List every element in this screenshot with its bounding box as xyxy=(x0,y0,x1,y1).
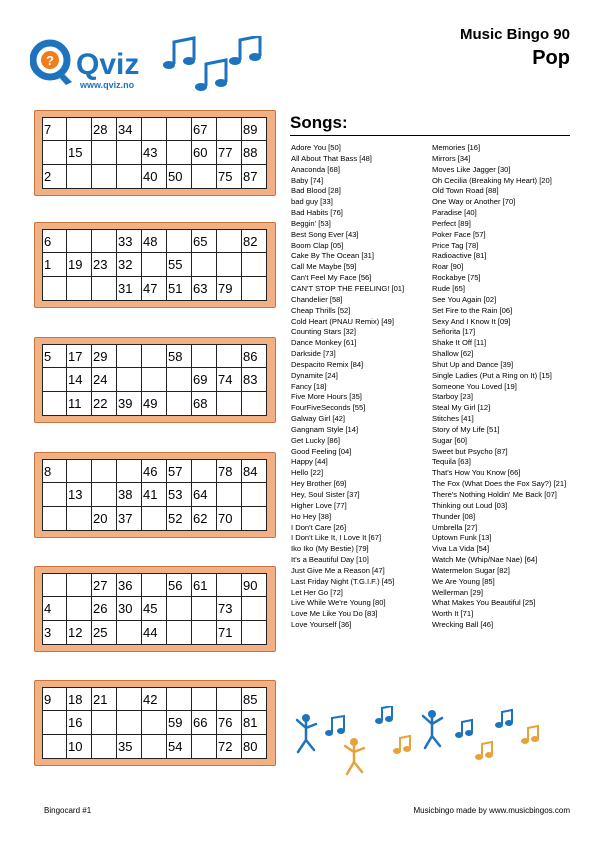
bingo-cell xyxy=(67,573,92,597)
bingo-card xyxy=(34,110,276,196)
song-item: One Way or Another [70] xyxy=(432,197,516,207)
bingo-cell: 50 xyxy=(167,165,192,189)
songs-divider xyxy=(290,135,570,136)
bingo-cell xyxy=(67,165,92,189)
song-item: Shut Up and Dance [39] xyxy=(432,359,514,369)
bingo-cell xyxy=(42,483,67,507)
bingo-cell: 56 xyxy=(167,573,192,597)
song-item: Dance Monkey [61] xyxy=(291,338,357,348)
bingo-cell xyxy=(142,253,167,277)
bingo-cell xyxy=(242,621,267,645)
song-item: Umbrella [27] xyxy=(432,522,478,532)
bingo-cell: 88 xyxy=(242,141,267,165)
bingo-cell: 41 xyxy=(142,483,167,507)
song-item: I Don't Care [26] xyxy=(291,522,347,532)
bingo-grid xyxy=(42,117,267,189)
bingo-cell: 61 xyxy=(192,573,217,597)
bingo-cell: 54 xyxy=(167,735,192,759)
song-item: Galway Girl [42] xyxy=(291,414,346,424)
bingo-cell xyxy=(242,253,267,277)
bingo-cell xyxy=(217,687,242,711)
song-item: Sexy And I Know It [09] xyxy=(432,316,511,326)
song-item: Boom Clap [05] xyxy=(291,240,344,250)
bingo-cell: 51 xyxy=(167,277,192,301)
song-item: Price Tag [78] xyxy=(432,240,479,250)
bingo-cell: 2 xyxy=(42,165,67,189)
song-item: Adore You [50] xyxy=(291,143,341,152)
song-item: Hello [22] xyxy=(291,468,324,478)
bingo-cell xyxy=(117,141,142,165)
song-item: Sugar [60] xyxy=(432,435,468,445)
song-item: Steal My Girl [12] xyxy=(432,403,491,413)
bingo-cell: 17 xyxy=(67,344,92,368)
bingo-cell: 60 xyxy=(192,141,217,165)
bingo-title: Music Bingo 90 xyxy=(459,26,570,43)
song-item: Chandelier [58] xyxy=(291,294,343,304)
song-item: Call Me Maybe [59] xyxy=(291,262,357,272)
bingo-cell: 5 xyxy=(42,344,67,368)
bingo-cell: 85 xyxy=(242,687,267,711)
song-item: That's How You Know [66] xyxy=(432,468,521,478)
song-item: Higher Love [77] xyxy=(291,500,347,510)
bingo-cell xyxy=(192,687,217,711)
song-item: Old Town Road [88] xyxy=(432,186,499,196)
bingo-cell xyxy=(217,229,242,253)
song-item: Señorita [17] xyxy=(432,327,476,337)
bingo-cell xyxy=(142,507,167,531)
song-item: Watermelon Sugar [82] xyxy=(432,565,510,575)
bingo-cell xyxy=(167,229,192,253)
bingo-cell xyxy=(67,277,92,301)
song-item: Cheap Thrills [52] xyxy=(291,305,351,315)
bingo-cell: 39 xyxy=(117,392,142,416)
song-item: Let Her Go [72] xyxy=(291,587,343,597)
songs-column-2 xyxy=(432,143,582,631)
song-item: Perfect [89] xyxy=(432,218,471,228)
bingo-cell xyxy=(117,165,142,189)
song-item: bad guy [33] xyxy=(291,197,333,207)
song-item: Anaconda [68] xyxy=(291,164,340,174)
song-item: Love Yourself [36] xyxy=(291,620,352,630)
song-item: Uptown Funk [13] xyxy=(432,533,492,543)
bingo-cell: 3 xyxy=(42,621,67,645)
bingo-cell: 73 xyxy=(217,597,242,621)
song-item: Someone You Loved [19] xyxy=(432,381,517,391)
bingo-grid xyxy=(42,459,267,531)
bingo-cell: 82 xyxy=(242,229,267,253)
song-item: Bad Blood [28] xyxy=(291,186,341,196)
bingo-cell: 63 xyxy=(192,277,217,301)
bingo-cell: 45 xyxy=(142,597,167,621)
bingo-cell xyxy=(42,573,67,597)
bingo-cell xyxy=(167,141,192,165)
bingo-cell: 68 xyxy=(192,392,217,416)
bingo-card xyxy=(34,222,276,308)
bingo-cell: 31 xyxy=(117,277,142,301)
song-item: Moves Like Jagger [30] xyxy=(432,164,511,174)
bingo-cell: 34 xyxy=(117,117,142,141)
bingo-cell: 14 xyxy=(67,368,92,392)
bingo-cell: 78 xyxy=(217,459,242,483)
song-item: Darkside [73] xyxy=(291,349,336,359)
bingocard-number: Bingocard #1 xyxy=(44,806,92,815)
bingo-cell xyxy=(92,459,117,483)
bingo-cell xyxy=(142,117,167,141)
songs-heading: Songs: xyxy=(290,113,348,132)
bingo-cell: 15 xyxy=(67,141,92,165)
bingo-cell: 11 xyxy=(67,392,92,416)
bingo-cell xyxy=(92,165,117,189)
song-item: Story of My Life [51] xyxy=(432,424,500,434)
song-item: Bad Habits [76] xyxy=(291,208,343,218)
bingo-cell xyxy=(92,735,117,759)
bingo-cell xyxy=(167,687,192,711)
song-item: Can't Feel My Face [56] xyxy=(291,273,372,283)
song-item: Thinking out Loud [03] xyxy=(432,500,508,510)
bingo-cell xyxy=(242,483,267,507)
song-item: Rude [65] xyxy=(432,283,465,293)
bingo-cell: 70 xyxy=(217,507,242,531)
bingo-cell xyxy=(42,277,67,301)
song-item: Oh Cecilia (Breaking My Heart) [20] xyxy=(432,175,552,185)
bingo-cell: 67 xyxy=(192,117,217,141)
bingo-cell: 58 xyxy=(167,344,192,368)
bingo-cell xyxy=(142,344,167,368)
bingo-cell: 43 xyxy=(142,141,167,165)
bingo-cell: 75 xyxy=(217,165,242,189)
bingo-cell: 42 xyxy=(142,687,167,711)
song-item: Iko Iko (My Bestie) [79] xyxy=(291,544,369,554)
bingo-cell: 8 xyxy=(42,459,67,483)
bingo-card xyxy=(34,452,276,538)
song-item: It's a Beautiful Day [10] xyxy=(291,555,369,565)
bingo-cell: 20 xyxy=(92,507,117,531)
song-item: Dynamite [24] xyxy=(291,370,338,380)
logo-question-mark: ? xyxy=(46,53,54,68)
song-item: Last Friday Night (T.G.I.F.) [45] xyxy=(291,576,395,586)
bingo-cell xyxy=(192,735,217,759)
song-item: Stitches [41] xyxy=(432,414,474,424)
bingo-cell: 74 xyxy=(217,368,242,392)
bingo-cell xyxy=(67,229,92,253)
bingo-cell: 83 xyxy=(242,368,267,392)
bingo-grid xyxy=(42,573,267,645)
bingo-cell: 12 xyxy=(67,621,92,645)
song-item: Despacito Remix [84] xyxy=(291,359,364,369)
music-notes-icon xyxy=(160,36,272,98)
bingo-cell xyxy=(142,368,167,392)
song-item: Wrecking Ball [46] xyxy=(432,620,494,630)
bingo-cell xyxy=(192,253,217,277)
song-item: I Don't Like It, I Love It [67] xyxy=(291,533,382,543)
bingo-cell: 71 xyxy=(217,621,242,645)
bingo-cell xyxy=(67,459,92,483)
bingo-cell xyxy=(67,507,92,531)
song-item: Shallow [62] xyxy=(432,349,474,359)
bingo-cell: 36 xyxy=(117,573,142,597)
song-item: Counting Stars [32] xyxy=(291,327,357,337)
bingo-cell xyxy=(217,392,242,416)
bingo-cell: 52 xyxy=(167,507,192,531)
bingo-cell xyxy=(92,277,117,301)
bingo-cell: 53 xyxy=(167,483,192,507)
bingo-cell xyxy=(42,368,67,392)
bingo-cell xyxy=(192,597,217,621)
song-item: There's Nothing Holdin' Me Back [07] xyxy=(432,490,557,499)
bingo-cell: 59 xyxy=(167,711,192,735)
bingo-cell: 55 xyxy=(167,253,192,277)
bingo-cell: 81 xyxy=(242,711,267,735)
song-item: Wellerman [29] xyxy=(432,587,483,597)
bingo-cell xyxy=(117,711,142,735)
song-item: Single Ladies (Put a Ring on It) [15] xyxy=(432,370,552,380)
song-item: Mirrors [34] xyxy=(432,153,471,163)
song-item: The Fox (What Does the Fox Say?) [21] xyxy=(432,479,567,489)
bingo-cell xyxy=(217,117,242,141)
bingo-cell: 37 xyxy=(117,507,142,531)
song-item: We Are Young [85] xyxy=(432,576,495,586)
song-item: Gangnam Style [14] xyxy=(291,424,359,434)
bingo-cell xyxy=(42,711,67,735)
songs-column-1 xyxy=(291,143,436,631)
song-item: Best Song Ever [43] xyxy=(291,229,359,239)
bingo-cell xyxy=(142,735,167,759)
bingo-cell: 18 xyxy=(67,687,92,711)
bingo-cell xyxy=(217,253,242,277)
bingo-cell: 47 xyxy=(142,277,167,301)
bingo-cell: 49 xyxy=(142,392,167,416)
bingo-cell xyxy=(142,711,167,735)
bingo-cell: 4 xyxy=(42,597,67,621)
bingo-cell xyxy=(192,344,217,368)
bingo-cell xyxy=(167,621,192,645)
bingo-cell: 19 xyxy=(67,253,92,277)
song-item: Shake It Off [11] xyxy=(432,338,487,348)
song-item: Starboy [23] xyxy=(432,392,473,402)
bingo-cell: 48 xyxy=(142,229,167,253)
song-item: Paradise [40] xyxy=(432,208,477,218)
song-item: Just Give Me a Reason [47] xyxy=(291,565,385,575)
song-item: Baby [74] xyxy=(291,175,324,185)
song-item: Poker Face [57] xyxy=(432,229,486,239)
bingo-cell xyxy=(242,507,267,531)
bingo-cell xyxy=(242,392,267,416)
bingo-card xyxy=(34,566,276,652)
song-item: Ho Hey [38] xyxy=(291,511,332,521)
song-item: Worth It [71] xyxy=(432,609,474,619)
bingo-cell xyxy=(92,483,117,507)
bingo-cell xyxy=(42,507,67,531)
bingo-cell xyxy=(192,621,217,645)
bingo-cell: 26 xyxy=(92,597,117,621)
bingo-cell: 84 xyxy=(242,459,267,483)
bingo-cell: 23 xyxy=(92,253,117,277)
bingo-cell xyxy=(217,344,242,368)
logo-text: Qviz xyxy=(76,48,140,81)
bingo-cell: 57 xyxy=(167,459,192,483)
song-item: Set Fire to the Rain [06] xyxy=(432,305,513,315)
bingo-cell: 9 xyxy=(42,687,67,711)
bingo-cell xyxy=(42,735,67,759)
song-item: Watch Me (Whip/Nae Nae) [64] xyxy=(432,555,538,565)
song-item: Get Lucky [86] xyxy=(291,435,340,445)
bingo-cell xyxy=(92,229,117,253)
bingo-cell: 79 xyxy=(217,277,242,301)
song-item: Live While We're Young [80] xyxy=(291,598,386,608)
song-item: Viva La Vida [54] xyxy=(432,544,490,554)
qviz-logo xyxy=(30,32,146,100)
bingo-cell: 38 xyxy=(117,483,142,507)
bingo-cell: 62 xyxy=(192,507,217,531)
bingo-cell xyxy=(92,711,117,735)
bingo-cell: 27 xyxy=(92,573,117,597)
bingo-theme: Pop xyxy=(532,47,570,69)
bingo-cell xyxy=(117,687,142,711)
bingo-cell: 25 xyxy=(92,621,117,645)
song-item: Good Feeling [04] xyxy=(291,446,352,456)
bingo-cell xyxy=(92,141,117,165)
bingo-cell: 40 xyxy=(142,165,167,189)
bingo-cell: 6 xyxy=(42,229,67,253)
bingo-cell xyxy=(67,117,92,141)
bingo-cell: 44 xyxy=(142,621,167,645)
bingo-cell: 30 xyxy=(117,597,142,621)
bingo-cell: 1 xyxy=(42,253,67,277)
song-item: All About That Bass [48] xyxy=(291,153,372,163)
bingo-grid xyxy=(42,229,267,301)
song-item: CAN'T STOP THE FEELING! [01] xyxy=(291,283,405,293)
song-item: Tequila [63] xyxy=(432,457,471,467)
bingo-cell xyxy=(117,368,142,392)
bingo-cell: 65 xyxy=(192,229,217,253)
bingo-cell: 28 xyxy=(92,117,117,141)
bingo-cell: 33 xyxy=(117,229,142,253)
bingo-cell: 21 xyxy=(92,687,117,711)
song-item: Sweet but Psycho [87] xyxy=(432,446,508,456)
bingo-card xyxy=(34,337,276,423)
bingo-cell xyxy=(167,368,192,392)
song-item: What Makes You Beautiful [25] xyxy=(432,598,536,608)
bingo-cell: 46 xyxy=(142,459,167,483)
song-item: Radioactive [81] xyxy=(432,251,487,261)
bingo-cell: 64 xyxy=(192,483,217,507)
song-item: Roar [90] xyxy=(432,262,464,272)
bingo-cell xyxy=(67,597,92,621)
bingo-cell: 89 xyxy=(242,117,267,141)
bingo-cell xyxy=(42,392,67,416)
bingo-cell xyxy=(142,573,167,597)
song-item: FourFiveSeconds [55] xyxy=(291,403,366,413)
bingo-cell: 7 xyxy=(42,117,67,141)
bingo-cell: 76 xyxy=(217,711,242,735)
bingo-cell xyxy=(117,459,142,483)
bingo-grid xyxy=(42,687,267,759)
bingo-cell xyxy=(117,621,142,645)
bingo-cell: 80 xyxy=(242,735,267,759)
bingo-cell xyxy=(217,483,242,507)
bingo-card xyxy=(34,680,276,766)
bingo-cell: 10 xyxy=(67,735,92,759)
bingo-cell xyxy=(242,277,267,301)
bingo-cell xyxy=(167,392,192,416)
bingo-cell: 72 xyxy=(217,735,242,759)
bingo-cell xyxy=(217,573,242,597)
bingo-cell: 77 xyxy=(217,141,242,165)
song-item: Fancy [18] xyxy=(291,381,327,391)
song-item: Five More Hours [35] xyxy=(291,392,362,402)
bingo-cell: 24 xyxy=(92,368,117,392)
bingo-cell xyxy=(117,344,142,368)
song-item: Hey Brother [69] xyxy=(291,479,347,489)
bingo-cell: 87 xyxy=(242,165,267,189)
song-item: Hey, Soul Sister [37] xyxy=(291,490,360,499)
bingo-grid xyxy=(42,344,267,416)
bingo-cell: 29 xyxy=(92,344,117,368)
bingo-cell: 13 xyxy=(67,483,92,507)
logo-url: www.qviz.no xyxy=(80,80,135,90)
bingo-cell: 32 xyxy=(117,253,142,277)
song-item: Cold Heart (PNAU Remix) [49] xyxy=(291,316,394,326)
song-item: Cake By The Ocean [31] xyxy=(291,251,375,261)
bingo-cell: 86 xyxy=(242,344,267,368)
bingo-cell xyxy=(167,117,192,141)
bingo-cell xyxy=(242,597,267,621)
bingo-cell: 90 xyxy=(242,573,267,597)
song-item: Rockabye [75] xyxy=(432,273,481,283)
bingo-cell: 66 xyxy=(192,711,217,735)
bingo-cell: 22 xyxy=(92,392,117,416)
song-item: Thunder [08] xyxy=(432,511,476,521)
bingo-cell: 69 xyxy=(192,368,217,392)
bingo-cell xyxy=(192,165,217,189)
song-item: Beggin' [53] xyxy=(291,218,331,228)
song-item: Happy [44] xyxy=(291,457,328,467)
song-item: Memories [16] xyxy=(432,143,481,152)
bingo-cell: 16 xyxy=(67,711,92,735)
bingo-cell: 35 xyxy=(117,735,142,759)
bingo-cell xyxy=(167,597,192,621)
song-item: See You Again [02] xyxy=(432,294,497,304)
credit-line: Musicbingo made by www.musicbingos.com xyxy=(413,806,570,815)
bingo-cell xyxy=(192,459,217,483)
dancers-illustration xyxy=(292,706,554,782)
bingo-cell xyxy=(42,141,67,165)
song-item: Love Me Like You Do [83] xyxy=(291,609,378,619)
